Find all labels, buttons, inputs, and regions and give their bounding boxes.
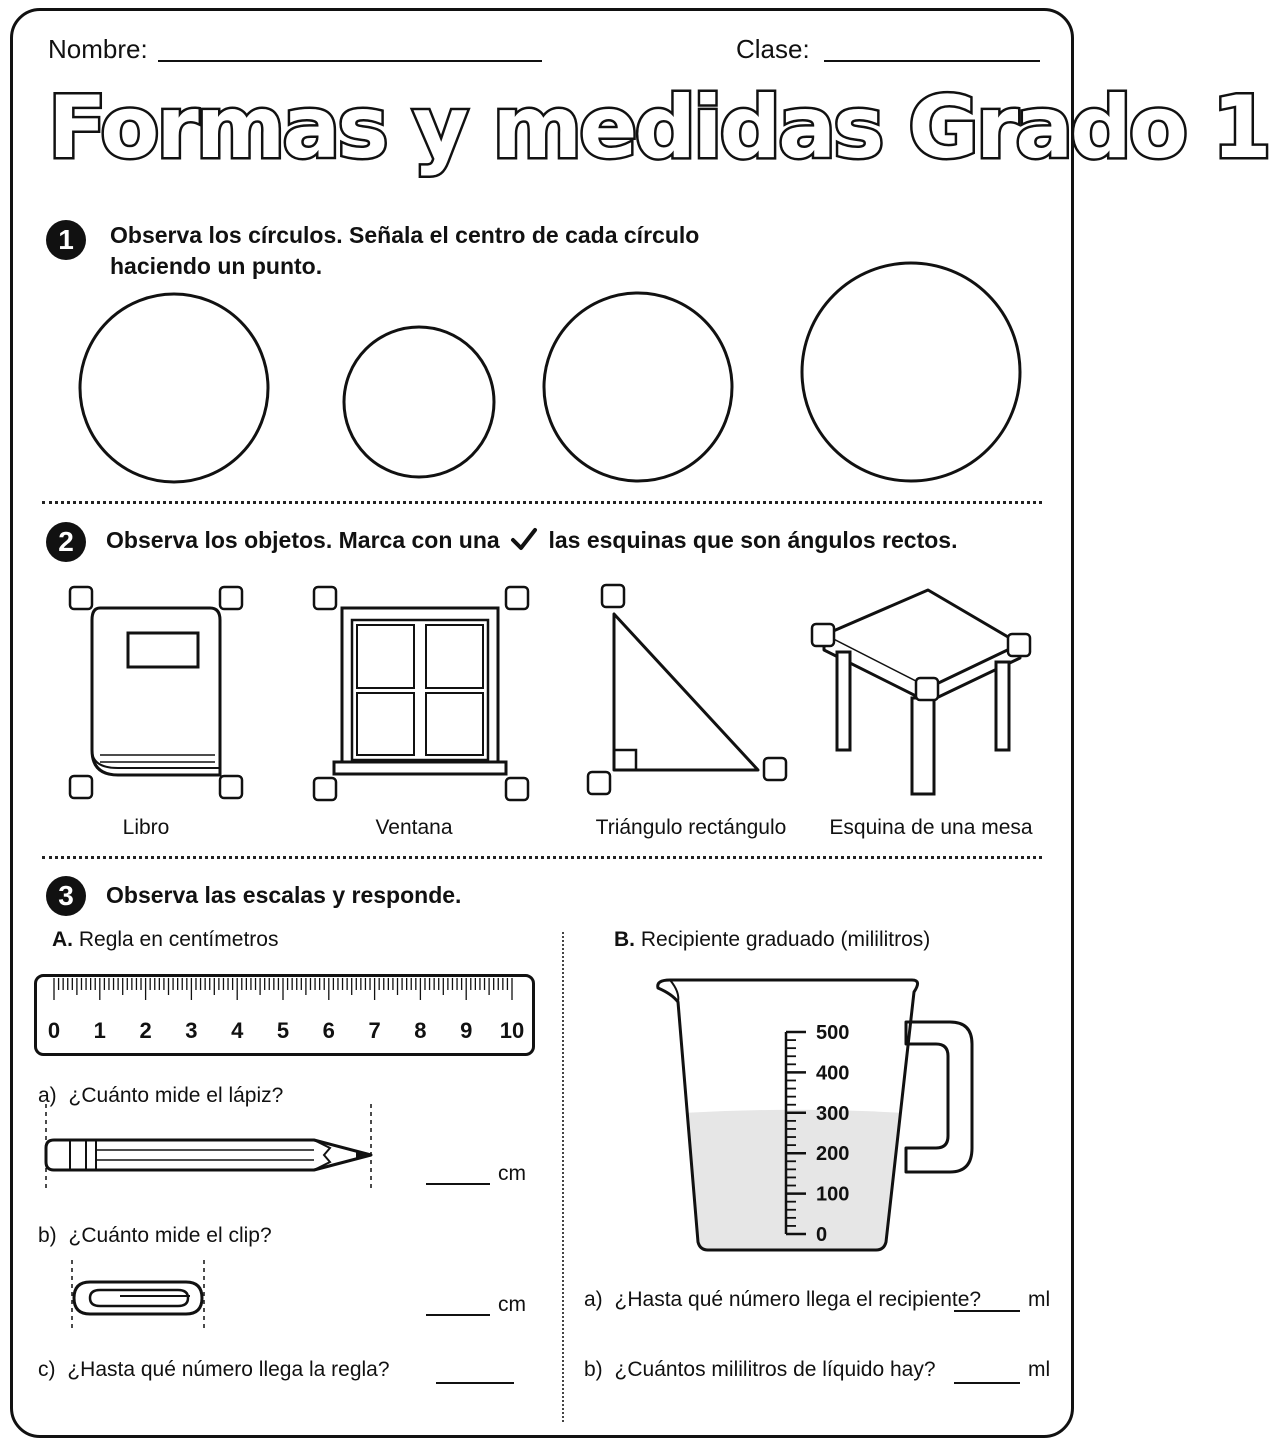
section-1-instruction <box>110 220 699 282</box>
pencil-icon <box>40 1104 380 1194</box>
checkbox-table-front[interactable] <box>916 678 938 700</box>
answer-b-a-field[interactable] <box>954 1310 1020 1312</box>
circle-3[interactable] <box>544 293 732 481</box>
answer-c-field[interactable] <box>436 1382 514 1384</box>
measuring-cup <box>650 972 990 1252</box>
circle-2[interactable] <box>344 327 494 477</box>
question-a-letter: a) <box>38 1084 57 1107</box>
section-3-divider <box>562 932 564 1422</box>
ruler-label: 4 <box>231 1018 244 1043</box>
part-a-title: Regla en centímetros <box>78 928 279 951</box>
ruler-label: 5 <box>276 1018 290 1043</box>
section-2-instruction-before: Observa los objetos. Marca con una <box>106 527 500 553</box>
scale-label: 0 <box>816 1224 828 1246</box>
question-c-text: ¿Hasta qué número llega la regla? <box>67 1358 390 1381</box>
divider-1 <box>42 501 1042 504</box>
checkbox-window-bottom-right[interactable] <box>506 778 528 800</box>
checkbox-window-top-right[interactable] <box>506 587 528 609</box>
scale-label: 400 <box>816 1062 850 1085</box>
circles-group <box>0 280 1086 480</box>
question-a-text: ¿Cuánto mide el lápiz? <box>68 1084 284 1107</box>
checkbox-book-top-left[interactable] <box>70 587 92 609</box>
ruler-label: 9 <box>460 1018 473 1043</box>
object-label-window: Ventana <box>375 816 453 839</box>
part-b-heading <box>614 928 930 952</box>
part-a-letter: A. <box>52 928 73 951</box>
cup-liquid <box>687 1110 900 1250</box>
class-label: Clase: <box>736 34 810 64</box>
question-b-clip <box>38 1224 272 1248</box>
class-field[interactable] <box>824 60 1040 62</box>
checkbox-triangle-top[interactable] <box>602 585 624 607</box>
checkbox-book-bottom-left[interactable] <box>70 776 92 798</box>
circle-1[interactable] <box>80 294 268 482</box>
part-b-title: Recipiente graduado (mililitros) <box>640 928 931 951</box>
answer-b-b-unit: ml <box>1028 1358 1051 1381</box>
ruler-label: 1 <box>93 1018 106 1043</box>
object-label-book: Libro <box>122 816 170 839</box>
part-b-letter: B. <box>614 928 635 951</box>
scale-label: 500 <box>816 1022 850 1044</box>
ruler-label: 3 <box>185 1018 198 1043</box>
section-1-number: 1 <box>46 220 86 260</box>
checkbox-triangle-bottom-left[interactable] <box>588 772 610 794</box>
section-1-instruction-line2: haciendo un punto. <box>110 253 323 279</box>
question-b-a-letter: a) <box>584 1288 603 1311</box>
ruler-label: 0 <box>47 1018 61 1043</box>
question-c-letter: c) <box>38 1358 56 1381</box>
question-b-letter: b) <box>38 1224 57 1247</box>
ruler-label: 7 <box>368 1018 381 1043</box>
answer-a-field[interactable] <box>426 1183 490 1185</box>
circle-4[interactable] <box>802 263 1020 481</box>
checkbox-table-right[interactable] <box>1008 634 1030 656</box>
section-2-number: 2 <box>46 522 86 562</box>
question-b-b-text: ¿Cuántos mililitros de líquido hay? <box>614 1358 936 1381</box>
answer-b-unit: cm <box>498 1293 526 1316</box>
object-label-table: Esquina de una mesa <box>829 816 1033 839</box>
section-3-number: 3 <box>46 876 86 916</box>
question-b-b <box>584 1358 936 1382</box>
checkbox-book-bottom-right[interactable] <box>220 776 242 798</box>
answer-a-unit: cm <box>498 1162 526 1185</box>
ruler-label: 6 <box>322 1018 335 1043</box>
checkbox-triangle-bottom-right[interactable] <box>764 758 786 780</box>
section-1-instruction-line1: Observa los círculos. Señala el centro de cada círculo <box>110 222 700 248</box>
section-2-instruction-after: las esquinas que son ángulos rectos. <box>548 527 958 553</box>
scale-label: 100 <box>816 1183 850 1206</box>
cup-handle <box>906 1022 972 1172</box>
ruler-label: 8 <box>414 1018 427 1043</box>
object-label-triangle: Triángulo rectángulo <box>595 816 787 839</box>
paperclip-icon <box>66 1260 216 1340</box>
answer-b-b-field[interactable] <box>954 1382 1020 1384</box>
ruler-label: 10 <box>499 1018 525 1043</box>
question-c-ruler <box>38 1358 390 1382</box>
divider-2 <box>42 856 1042 859</box>
question-b-text: ¿Cuánto mide el clip? <box>68 1224 272 1247</box>
checkbox-window-bottom-left[interactable] <box>314 778 336 800</box>
checkbox-table-left[interactable] <box>812 624 834 646</box>
section-2-instruction <box>106 525 957 556</box>
name-label: Nombre: <box>48 34 148 64</box>
question-b-a <box>584 1288 981 1312</box>
scale-label: 300 <box>816 1102 850 1125</box>
checkbox-book-top-right[interactable] <box>220 587 242 609</box>
name-field[interactable] <box>158 60 542 62</box>
section-3-instruction: Observa las escalas y responde. <box>106 882 462 908</box>
question-b-a-text: ¿Hasta qué número llega el recipiente? <box>614 1288 982 1311</box>
checkmark-icon <box>510 527 538 551</box>
question-b-b-letter: b) <box>584 1358 603 1381</box>
page-title: Formas y medidas Grado 1 <box>48 78 1269 178</box>
answer-b-a-unit: ml <box>1028 1288 1051 1311</box>
corner-checkboxes <box>0 580 1086 810</box>
answer-b-field[interactable] <box>426 1314 490 1316</box>
ruler <box>34 974 536 1056</box>
part-a-heading <box>52 928 278 952</box>
ruler-label: 2 <box>139 1018 152 1043</box>
checkbox-window-top-left[interactable] <box>314 587 336 609</box>
scale-label: 200 <box>816 1143 850 1166</box>
